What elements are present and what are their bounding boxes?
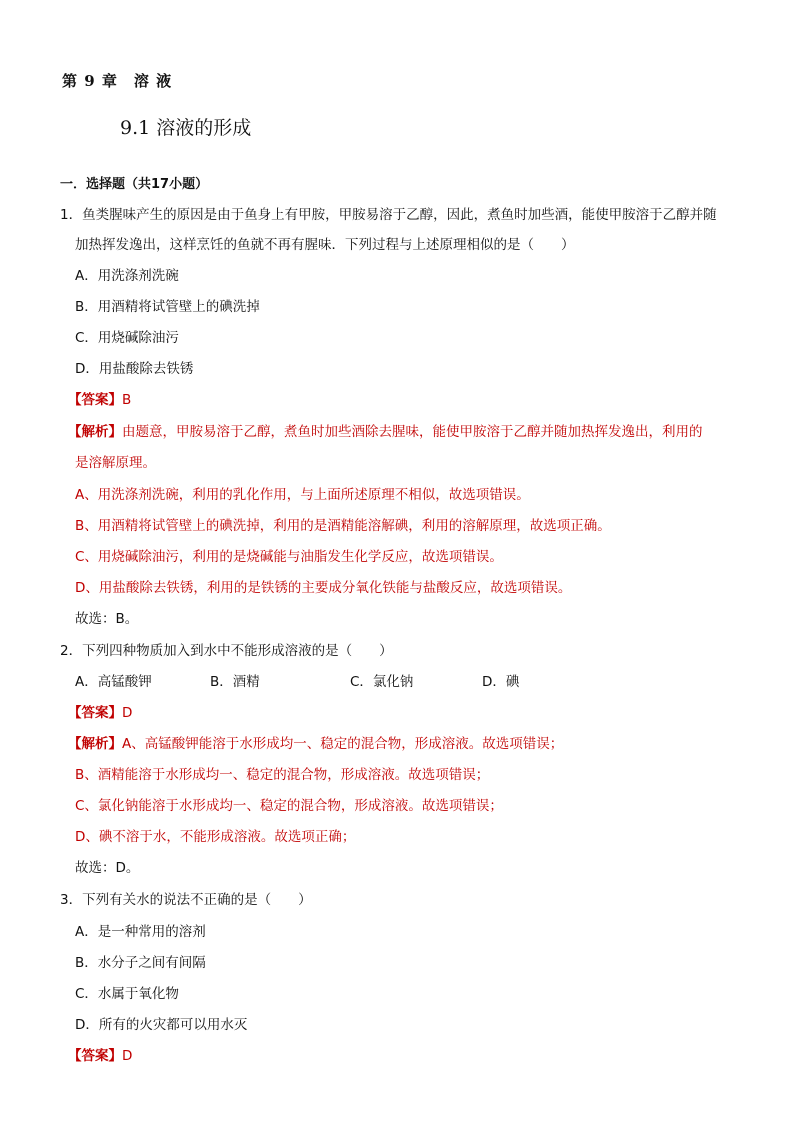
q1-stem-line1: 1．鱼类腥味产生的原因是由于鱼身上有甲胺，甲胺易溶于乙醇，因此，煮鱼时加些酒，能使甲胺溶于乙醇并随 [60,207,717,223]
answer-tag: 【答案】 [68,392,122,408]
q1-analysis-line1 [68,420,703,440]
q2-option-b: B．酒精 [210,674,260,690]
q1-explain-d: D、用盐酸除去铁锈，利用的是铁锈的主要成分氧化铁能与盐酸反应，故选项错误。 [75,580,572,596]
q1-option-a: A．用洗涤剂洗碗 [75,268,179,284]
q1-stem-line2: 加热挥发逸出，这样烹饪的鱼就不再有腥味．下列过程与上述原理相似的是（ ） [75,237,575,253]
q2-explain-b: B、酒精能溶于水形成均一、稳定的混合物，形成溶液。故选项错误； [75,767,490,783]
chapter-title: 第 9 章 溶 液 [62,72,173,90]
q1-explain-c: C、用烧碱除油污，利用的是烧碱能与油脂发生化学反应，故选项错误。 [75,549,503,565]
analysis-tag: 【解析】 [68,736,122,752]
answer-value: B [122,392,132,408]
q2-stem: 2．下列四种物质加入到水中不能形成溶液的是（ ） [60,643,393,659]
q3-stem: 3．下列有关水的说法不正确的是（ ） [60,892,312,908]
q2-explain-d: D、碘不溶于水，不能形成溶液。故选项正确； [75,829,356,845]
analysis-text: A、高锰酸钾能溶于水形成均一、稳定的混合物，形成溶液。故选项错误； [122,736,564,752]
q3-answer [68,1044,132,1064]
q3-option-b: B．水分子之间有间隔 [75,955,206,971]
section-title: 9.1 溶液的形成 [120,117,252,139]
q1-explain-b: B、用酒精将试管壁上的碘洗掉，利用的是酒精能溶解碘，利用的溶解原理，故选项正确。 [75,518,611,534]
q2-explain-c: C、氯化钠能溶于水形成均一、稳定的混合物，形成溶液。故选项错误； [75,798,503,814]
q1-choose: 故选：B。 [75,611,139,627]
q3-option-c: C．水属于氧化物 [75,986,179,1002]
q3-option-d: D．所有的火灾都可以用水灭 [75,1017,248,1033]
q1-answer [68,388,131,408]
q1-option-b: B．用酒精将试管壁上的碘洗掉 [75,299,260,315]
q2-answer [68,701,132,721]
q1-analysis-line2: 是溶解原理。 [75,455,156,471]
answer-tag: 【答案】 [68,1048,122,1064]
analysis-text: 由题意，甲胺易溶于乙醇，煮鱼时加些酒除去腥味，能使甲胺溶于乙醇并随加热挥发逸出，利用的 [122,424,703,440]
q3-option-a: A．是一种常用的溶剂 [75,924,206,940]
section-heading: 一．选择题（共17小题） [60,177,209,192]
answer-value: D [122,705,133,721]
q2-option-a: A．高锰酸钾 [75,674,152,690]
q2-analysis-line1 [68,732,563,752]
q2-option-d: D．碘 [482,674,520,690]
q1-option-d: D．用盐酸除去铁锈 [75,361,194,377]
q2-choose: 故选：D。 [75,860,140,876]
answer-tag: 【答案】 [68,705,122,721]
q2-option-c: C．氯化钠 [350,674,414,690]
q1-explain-a: A、用洗涤剂洗碗，利用的乳化作用，与上面所述原理不相似，故选项错误。 [75,487,530,503]
answer-value: D [122,1048,133,1064]
analysis-tag: 【解析】 [68,424,122,440]
q1-option-c: C．用烧碱除油污 [75,330,179,346]
